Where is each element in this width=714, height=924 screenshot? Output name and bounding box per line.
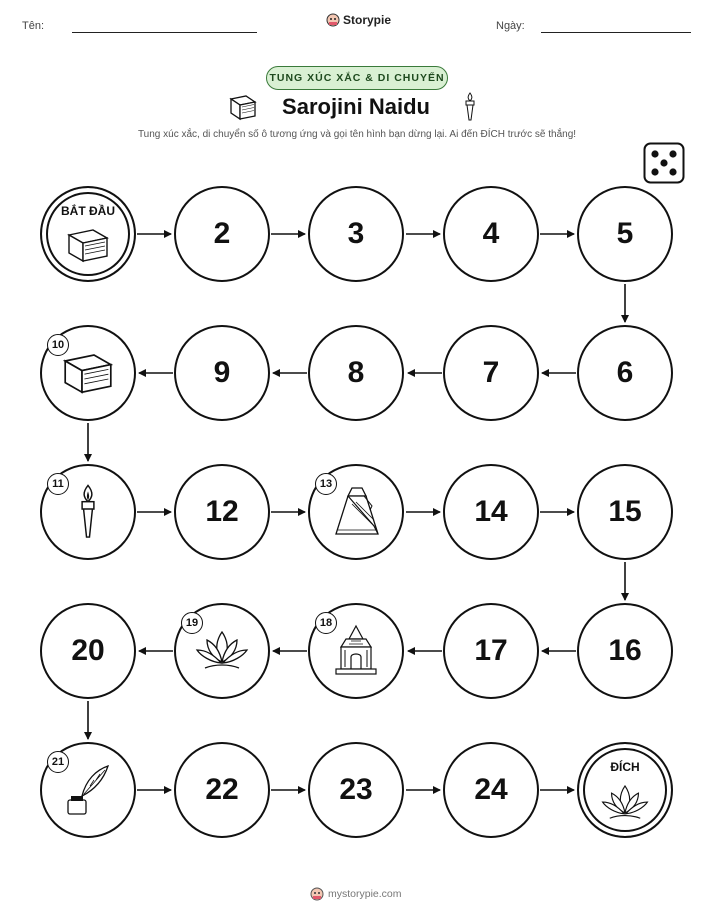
activity-badge: TUNG XÚC XẮC & DI CHUYỂN	[266, 66, 448, 90]
cell-number: 16	[608, 634, 642, 667]
page-title: Sarojini Naidu	[282, 94, 430, 119]
cell-tag: 10	[47, 334, 69, 356]
cell-tag: 21	[47, 751, 69, 773]
cell-18[interactable]	[308, 603, 404, 699]
cell-number: 22	[205, 773, 239, 806]
cell-tag: 18	[315, 612, 337, 634]
cell-number: 12	[205, 495, 239, 528]
instructions: Tung xúc xắc, di chuyển số ô tương ứng và gọi tên hình bạn dừng lại. Ai đến ĐÍCH trước sẽ thắng!	[137, 129, 577, 140]
cell-number: 15	[608, 495, 642, 528]
footer-url[interactable]: mystorypie.com	[328, 888, 402, 900]
cell-number: 20	[71, 634, 105, 667]
torch-icon	[76, 484, 100, 540]
lotus-icon	[193, 628, 251, 674]
cell-24[interactable]	[443, 742, 539, 838]
cell-15[interactable]	[577, 464, 673, 560]
cell-number: 9	[213, 356, 231, 389]
brand-name: Storypie	[343, 13, 392, 27]
cell-finish[interactable]	[577, 742, 673, 838]
cell-11[interactable]	[40, 464, 136, 560]
lotus-icon	[599, 782, 651, 824]
saree-icon	[326, 482, 386, 542]
cell-number: 17	[474, 634, 508, 667]
cell-number: 5	[616, 217, 634, 250]
cell-start[interactable]	[40, 186, 136, 282]
finish-label: ĐÍCH	[610, 760, 640, 774]
cell-8[interactable]	[308, 325, 404, 421]
cell-5[interactable]	[577, 186, 673, 282]
start-label: BẮT ĐẦU	[61, 204, 115, 218]
book-icon	[60, 349, 116, 397]
cell-17[interactable]	[443, 603, 539, 699]
cell-6[interactable]	[577, 325, 673, 421]
cell-number: 7	[482, 356, 500, 389]
cell-number: 23	[339, 773, 373, 806]
cell-4[interactable]	[443, 186, 539, 282]
cell-number: 4	[482, 217, 500, 250]
cell-tag: 13	[315, 473, 337, 495]
cell-7[interactable]	[443, 325, 539, 421]
cell-tag: 19	[181, 612, 203, 634]
cell-number: 3	[347, 217, 365, 250]
cell-10[interactable]	[40, 325, 136, 421]
temple-icon	[331, 623, 381, 679]
cell-number: 6	[616, 356, 634, 389]
storypie-mascot-icon	[310, 887, 324, 901]
cell-number: 8	[347, 356, 365, 389]
cell-number: 14	[474, 495, 508, 528]
cell-22[interactable]	[174, 742, 270, 838]
date-label: Ngày:	[496, 20, 525, 32]
cell-19[interactable]	[174, 603, 270, 699]
cell-tag: 11	[47, 473, 69, 495]
footer	[310, 887, 402, 901]
cell-12[interactable]	[174, 464, 270, 560]
cell-number: 2	[213, 217, 231, 250]
name-label: Tên:	[22, 20, 45, 32]
cell-2[interactable]	[174, 186, 270, 282]
cell-13[interactable]	[308, 464, 404, 560]
book-icon	[65, 225, 111, 265]
quill-inkwell-icon	[60, 762, 116, 818]
cell-14[interactable]	[443, 464, 539, 560]
cell-20[interactable]	[40, 603, 136, 699]
cell-3[interactable]	[308, 186, 404, 282]
cell-9[interactable]	[174, 325, 270, 421]
cell-number: 24	[474, 773, 508, 806]
cell-16[interactable]	[577, 603, 673, 699]
cell-23[interactable]	[308, 742, 404, 838]
cell-21[interactable]	[40, 742, 136, 838]
